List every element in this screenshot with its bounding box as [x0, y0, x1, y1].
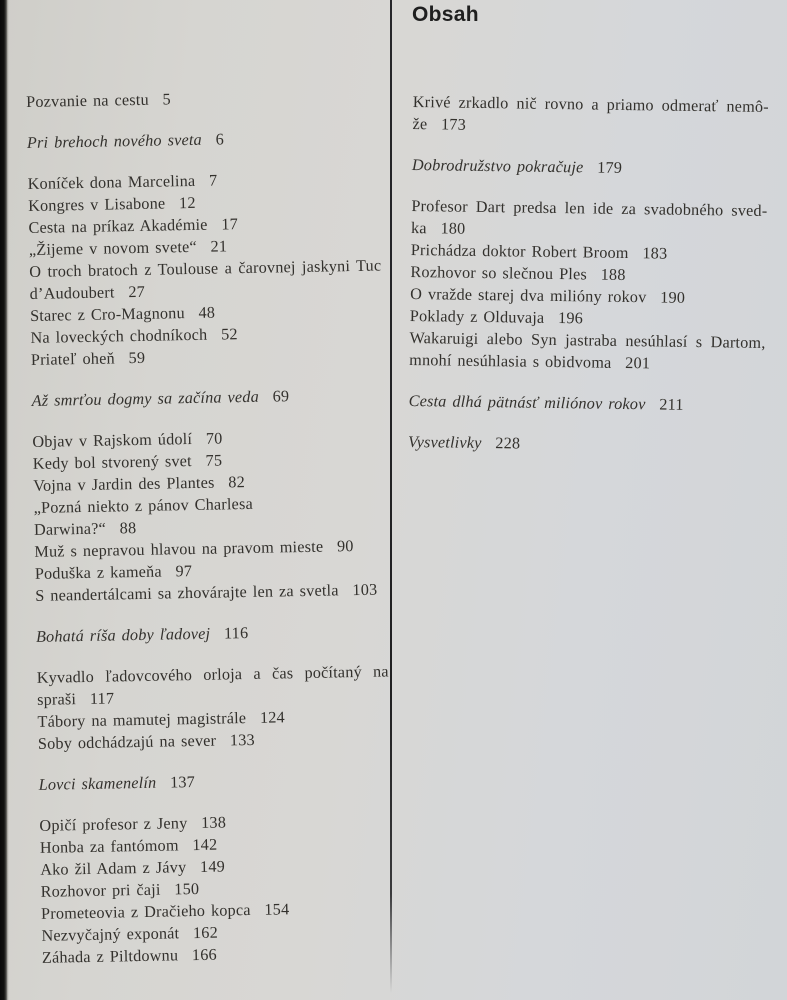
toc-section — [39, 808, 394, 968]
toc-entry — [33, 490, 386, 540]
toc-entry-line — [408, 431, 764, 458]
toc-entry-title: Tábory na mamutej magistrále — [37, 709, 247, 731]
toc-page-number: 183 — [642, 244, 668, 263]
toc-entry-title: Ako žil Adam z Jávy — [40, 858, 187, 879]
toc-entry-title: O vražde starej dva milióny rokov — [410, 284, 647, 307]
toc-page-number: 162 — [192, 923, 219, 943]
toc-page-number: 90 — [336, 537, 354, 556]
toc-section — [412, 154, 768, 181]
toc-page-number: 190 — [660, 288, 686, 307]
toc-entry — [39, 767, 391, 795]
toc-page-number: 88 — [119, 519, 137, 538]
toc-entry-title: Soby odchádzajú na sever — [37, 731, 217, 753]
toc-entry-title: Dobrodružstvo pokračuje — [411, 155, 584, 177]
toc-page-number: 124 — [259, 708, 286, 727]
toc-entry-line — [27, 126, 379, 154]
toc-section — [412, 91, 769, 140]
toc-entry — [37, 660, 390, 710]
toc-page-number: 188 — [600, 265, 626, 284]
toc-page-number: 149 — [199, 857, 226, 876]
toc-section — [39, 767, 391, 795]
toc-entry-title: Poklady z Olduvaja — [409, 306, 545, 327]
toc-page-number: 48 — [198, 303, 216, 322]
toc-page-number: 138 — [201, 813, 227, 832]
toc-section — [409, 195, 767, 376]
toc-section — [32, 424, 387, 606]
toc-page-number: 133 — [229, 730, 255, 750]
toc-entry-line — [31, 383, 383, 411]
toc-page-number: 75 — [205, 451, 223, 470]
toc-page-number: 137 — [169, 773, 196, 792]
toc-entry-title: Wakaruigi alebo Syn jastraba nesúhlasí s Dartom, — [409, 328, 766, 352]
toc-entry — [29, 255, 382, 305]
toc-entry — [409, 327, 766, 376]
toc-page-number: 150 — [174, 879, 200, 899]
toc-entry — [411, 195, 768, 244]
toc-entry-title: Poduška z kameňa — [34, 562, 162, 583]
toc-entry — [31, 383, 383, 411]
toc-entry-title: Priateľ oheň — [30, 349, 115, 369]
toc-right-column — [408, 91, 769, 458]
toc-page-number: 17 — [221, 215, 239, 234]
toc-entry-title: Rozhovor pri čaji — [40, 880, 161, 901]
contents-title: Obsah — [412, 3, 479, 26]
toc-entry — [412, 154, 768, 181]
toc-entry-title: „Pozná niekto z pánov Charlesa — [33, 494, 254, 517]
toc-entry-title: spraši — [36, 690, 77, 709]
toc-entry-title: Bohatá ríša doby ľadovej — [35, 624, 211, 646]
toc-entry-title: Vojna v Jardin des Plantes — [33, 473, 215, 495]
toc-page-number: 52 — [220, 325, 238, 344]
toc-page-number: 179 — [597, 158, 623, 177]
toc-entry-title: Cesta na príkaz Akadémie — [28, 215, 208, 237]
toc-entry-title: Krivé zrkadlo nič rovno a priamo odmerať nemô- — [412, 92, 769, 116]
toc-entry-title: Rozhovor so slečnou Ples — [410, 262, 588, 284]
toc-entry-title: Muž s nepravou hlavou na pravom mieste — [34, 537, 324, 561]
toc-entry-title: ka — [410, 218, 427, 238]
toc-entry-title: že — [412, 114, 428, 134]
toc-page-number: 228 — [495, 434, 521, 453]
page-edge-shadow — [0, 0, 9, 1000]
toc-entry-title: Profesor Dart predsa len ide za svadobného sved- — [411, 196, 768, 220]
toc-entry-line — [36, 619, 388, 647]
toc-entry-title: Darwina?“ — [33, 519, 107, 539]
toc-page-number: 180 — [440, 219, 466, 238]
toc-page-number: 5 — [162, 90, 172, 109]
toc-entry-title: O troch bratoch z Toulouse a čarovnej jaskyni Tuc — [29, 256, 382, 281]
toc-entry-title: Cesta dlhá pätnásť miliónov rokov — [408, 391, 646, 414]
toc-entry-line — [26, 85, 378, 113]
toc-page-number: 70 — [205, 429, 223, 448]
toc-entry-title: Pri brehoch nového sveta — [26, 130, 203, 152]
toc-entry — [408, 431, 764, 458]
toc-page-number: 69 — [272, 387, 290, 406]
toc-entry-title: Kongres v Lisabone — [27, 194, 166, 215]
toc-entry-title: Honba za fantómom — [39, 836, 179, 857]
toc-entry — [412, 91, 769, 140]
toc-section — [28, 167, 384, 371]
toc-page-number: 82 — [228, 473, 246, 492]
toc-entry-title: Prichádza doktor Robert Broom — [410, 240, 629, 263]
toc-page-number: 173 — [440, 115, 467, 134]
toc-entry-title: Koníček dona Marcelina — [27, 171, 196, 193]
toc-entry-title: Nezvyčajný exponát — [41, 924, 180, 945]
toc-entry-title: Vysvetlivky — [407, 432, 482, 452]
toc-section — [27, 126, 379, 154]
toc-page-number: 154 — [264, 900, 290, 919]
toc-entry-title: Na loveckých chodníkoch — [30, 325, 208, 347]
toc-entry-title: Záhada z Piltdownu — [41, 946, 179, 967]
toc-entry-line — [412, 154, 768, 181]
toc-entry-line — [409, 390, 765, 417]
toc-section — [408, 431, 764, 458]
toc-page-number: 59 — [128, 348, 146, 368]
toc-entry — [409, 390, 765, 417]
toc-page-number: 196 — [557, 309, 584, 328]
toc-entry-title: Lovci skamenelín — [38, 773, 157, 794]
toc-entry-line — [39, 767, 391, 795]
toc-entry-title: Starec z Cro-Magnonu — [29, 304, 185, 325]
toc-entry — [27, 126, 379, 154]
toc-section — [409, 390, 765, 417]
toc-entry-title: S neandertálcami sa zhovárajte len za svetla — [35, 581, 339, 605]
toc-page-number: 116 — [223, 624, 249, 643]
toc-page-number: 27 — [128, 282, 146, 302]
toc-page-number: 211 — [659, 395, 684, 414]
toc-entry — [36, 619, 388, 647]
toc-section — [37, 660, 391, 754]
toc-entry-title: Kedy bol stvorený svet — [32, 452, 192, 473]
toc-entry-title: Až smrťou dogmy sa začína veda — [31, 387, 260, 410]
toc-entry-title: Pozvanie na cestu — [26, 90, 149, 111]
toc-left-column — [26, 85, 394, 969]
toc-page-number: 166 — [191, 945, 217, 965]
toc-entry-title: Prometeovia z Dračieho kopca — [40, 901, 251, 923]
toc-entry — [26, 85, 378, 113]
toc-section — [36, 619, 388, 647]
toc-page-number: 21 — [210, 237, 228, 256]
toc-page-number: 7 — [208, 171, 218, 190]
toc-entry-title: Objav v Rajskom údolí — [32, 430, 193, 451]
toc-page-number: 201 — [625, 353, 651, 373]
toc-page-number: 97 — [175, 562, 193, 581]
toc-page-number: 103 — [352, 580, 378, 600]
toc-page-number: 117 — [89, 689, 115, 708]
toc-entry-title: Opičí profesor z Jeny — [39, 814, 188, 835]
toc-entry-title: „Žijeme v novom svete“ — [28, 237, 197, 259]
toc-section — [31, 383, 383, 411]
toc-page-number: 12 — [178, 193, 196, 213]
toc-page-number: 142 — [192, 835, 218, 855]
toc-page-number: 6 — [215, 130, 225, 149]
toc-entry-title: mnohí nesúhlasia s obidvoma — [409, 350, 612, 372]
toc-entry-title: Kyvadlo ľadovcového orloja a čas počítaný na — [36, 662, 389, 687]
toc-section — [26, 85, 378, 113]
toc-entry-title: d’Audoubert — [29, 283, 115, 303]
